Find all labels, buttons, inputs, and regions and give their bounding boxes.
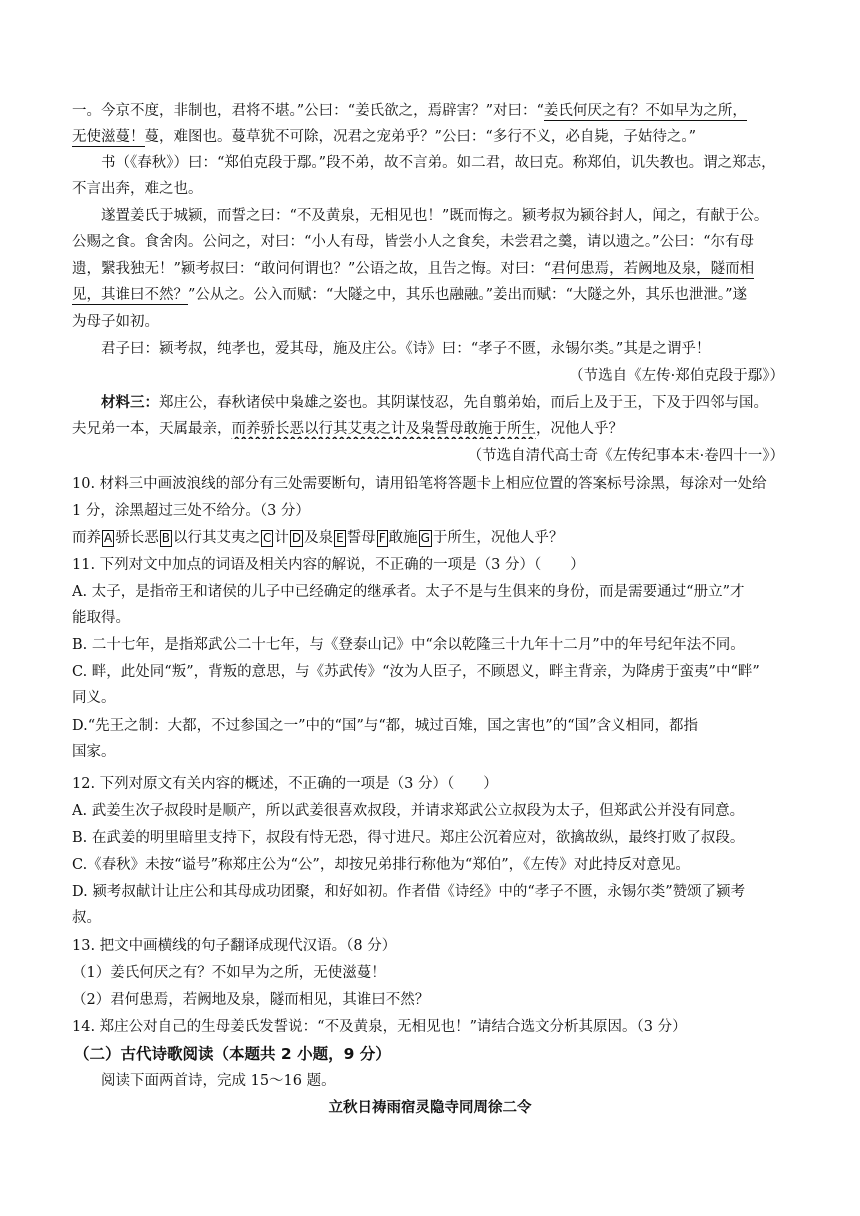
question-12-option-a: A. 武姜生次子叔段时是顺产，所以武姜很喜欢叔段，并请求郑武公立叔段为太子，但郑武公并没有同意。 <box>72 803 745 819</box>
option-box-b[interactable]: B <box>161 531 170 545</box>
option-box-f[interactable]: F <box>378 531 386 545</box>
source-note-2: （节选自清代高士奇《左传纪事本末·卷四十一》） <box>467 448 784 464</box>
question-11-option-c-line-2: 同义。 <box>72 690 116 706</box>
wavy-underlined-text: 而养骄长恶以行其艾夷之计及枭誓母敢施于所生 <box>231 421 536 437</box>
question-11: 11. 下列对文中加点的词语及相关内容的解说，不正确的一项是（3 分）（ ） <box>72 557 585 573</box>
question-11-option-c-line-1: C. 畔，此处同“叛”，背叛的意思，与《苏武传》“汝为人臣子，不顾恩义，畔主背亲，为降虏于蛮夷”中“畔” <box>72 664 760 680</box>
question-12-option-b: B. 在武姜的明里暗里支持下，叔段有恃无恐，得寸进尺。郑庄公沉着应对，欲擒故纵，最终打败了叔段。 <box>72 830 745 846</box>
question-12: 12. 下列对原文有关内容的概述，不正确的一项是（3 分）（ ） <box>72 776 498 792</box>
poem-title: 立秋日祷雨宿灵隐寺同周徐二令 <box>328 1099 532 1116</box>
question-12-option-d-line-1: D. 颍考叔献计让庄公和其母成功团聚，和好如初。作者借《诗经》中的“孝子不匮，永锡尔类”赞颂了颍考 <box>72 884 746 900</box>
question-14: 14. 郑庄公对自己的生母姜氏发誓说：“不及黄泉，无相见也！”请结合选文分析其原因。（3 分） <box>72 1019 687 1035</box>
option-box-g[interactable]: G <box>420 531 430 545</box>
passage-line-6: 公赐之食。食舍肉。公问之，对曰：“小人有母，皆尝小人之食矣，未尝君之羹，请以遗之。”公曰：“尔有母 <box>72 234 754 250</box>
passage-line-8: 见，其谁曰不然？”公从之。公入而赋：“大隧之中，其乐也融融。”姜出而赋：“大隧之外，其乐也泄泄。”遂 <box>72 287 748 303</box>
question-13-item-2: （2）君何患焉，若阙地及泉，隧而相见，其谁曰不然？ <box>72 992 430 1008</box>
underlined-sentence-1: 姜氏何厌之有？不如早为之所， <box>543 103 747 119</box>
passage-line-2: 无使滋蔓！蔓，难图也。蔓草犹不可除，况君之宠弟乎？”公曰：“多行不义，必自毙，子姑待之。” <box>72 129 696 145</box>
passage-line-9: 为母子如初。 <box>72 314 159 330</box>
material-3-line-1: 材料三：郑庄公，春秋诸侯中枭雄之姿也。其阴谋忮忍，先自翦弟始，而后上及于王，下及于四邻与国。 <box>101 394 768 411</box>
option-box-c[interactable]: C <box>262 531 272 545</box>
underlined-sentence-2-end: 见，其谁曰不然？ <box>72 287 188 303</box>
section-2-heading: （二）古代诗歌阅读（本题共 2 小题，9 分） <box>74 1045 391 1063</box>
option-box-d[interactable]: D <box>291 531 302 545</box>
question-11-option-d-line-2: 国家。 <box>72 744 116 760</box>
material-3-label: 材料三： <box>101 394 159 411</box>
source-note-1: （节选自《左传·郑伯克段于鄢》） <box>569 368 784 384</box>
question-12-option-d-line-2: 叔。 <box>72 910 101 926</box>
passage-line-3: 书（《春秋》）曰：“郑伯克段于鄢。”段不弟，故不言弟。如二君，故曰克。称郑伯，讥失教也。谓之郑志， <box>101 155 776 171</box>
passage-line-7: 遗，繄我独无！”颍考叔曰：“敢问何谓也？”公语之故，且告之悔。对曰：“君何患焉，若阙地及泉，隧而相 <box>72 261 755 277</box>
question-11-option-a-line-2: 能取得。 <box>72 610 130 626</box>
question-13-item-1: （1）姜氏何厌之有？不如早为之所，无使滋蔓！ <box>72 965 386 981</box>
option-box-e[interactable]: E <box>336 531 344 545</box>
passage-line-1: 一。今京不度，非制也，君将不堪。”公曰：“姜氏欲之，焉辟害？”对曰：“姜氏何厌之有？不如早为之所， <box>72 103 747 119</box>
question-10-line-1: 10. 材料三中画波浪线的部分有三处需要断句，请用铅笔将答题卡上相应位置的答案标号涂黑，每涂对一处给 <box>72 476 767 492</box>
option-box-a[interactable]: A <box>104 531 113 545</box>
underlined-sentence-2: 君何患焉，若阙地及泉，隧而相 <box>551 261 755 277</box>
passage-line-5: 遂置姜氏于城颍，而誓之曰：“不及黄泉，无相见也！”既而悔之。颍考叔为颍谷封人，闻之，有献于公。 <box>101 208 769 224</box>
question-12-option-c: C.《春秋》未按“谥号”称郑庄公为“公”，却按兄弟排行称他为“郑伯”，《左传》对此持反对意见。 <box>72 857 690 873</box>
passage-line-10: 君子曰：颍考叔，纯孝也，爱其母，施及庄公。《诗》曰：“孝子不匮，永锡尔类。”其是之谓乎！ <box>101 341 711 357</box>
underlined-sentence-1-end: 无使滋蔓！ <box>72 129 145 145</box>
question-13: 13. 把文中画横线的句子翻译成现代汉语。（8 分） <box>72 938 397 954</box>
question-11-option-d-line-1: D.“先王之制：大都，不过参国之一”中的“国”与“都，城过百雉，国之害也”的“国”含义相同，都指 <box>72 718 699 734</box>
question-10-line-2: 1 分，涂黑超过三处不给分。（3 分） <box>72 503 310 519</box>
section-2-instruction: 阅读下面两首诗，完成 15～16 题。 <box>101 1073 336 1089</box>
question-11-option-b: B. 二十七年，是指郑武公二十七年，与《登泰山记》中“余以乾隆三十九年十二月”中的年号纪年法不同。 <box>72 637 745 653</box>
question-11-option-a-line-1: A. 太子，是指帝王和诸侯的儿子中已经确定的继承者。太子不是与生俱来的身份，而是需要通过“册立”才 <box>72 584 745 600</box>
passage-line-4: 不言出奔，难之也。 <box>72 181 203 197</box>
material-3-line-2: 夫兄弟一本，天属最亲，而养骄长恶以行其艾夷之计及枭誓母敢施于所生，况他人乎？ <box>72 421 623 437</box>
question-10-options: 而养 A 骄长恶 B 以行其艾夷之 C 计 D 及泉 E 誓母 F 敢施 G 于所生，况他人乎？ <box>72 530 564 546</box>
